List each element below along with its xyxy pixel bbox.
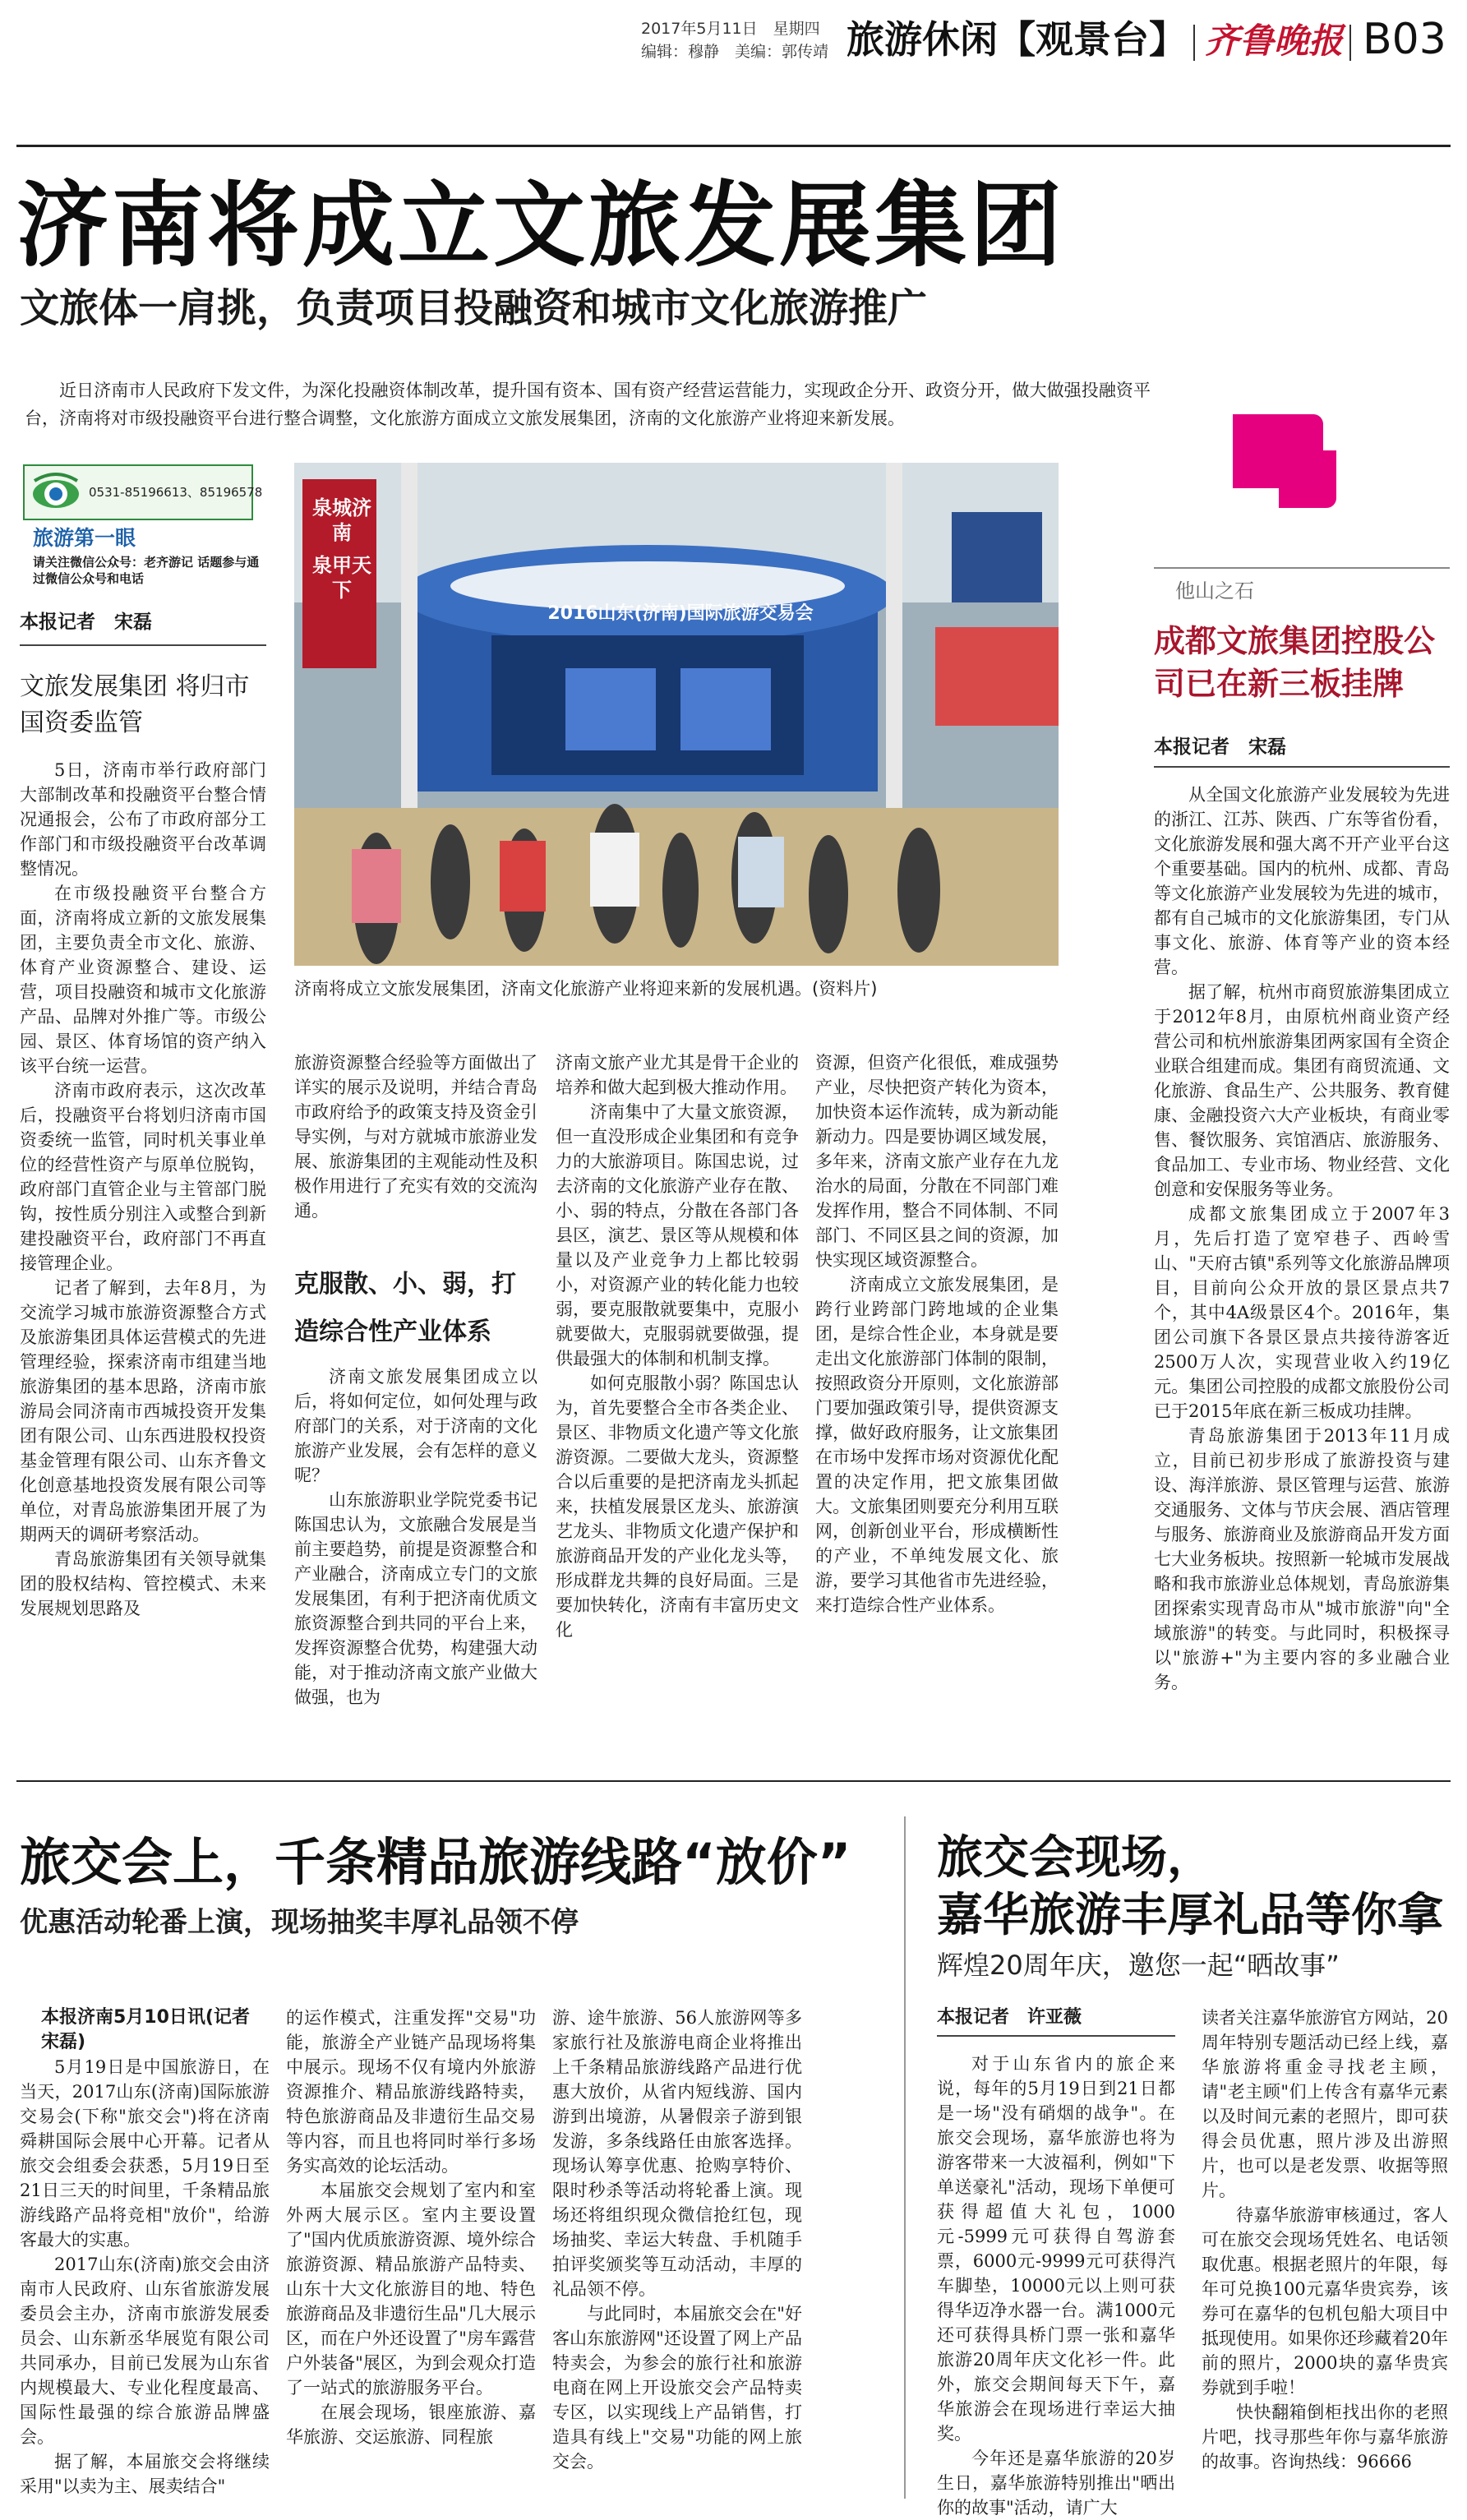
- story1-sub2: 克服散、小、弱，打造综合性产业体系: [294, 1270, 516, 1346]
- paragraph: 读者关注嘉华旅游官方网站，20周年特别专题活动已经上线，嘉华旅游将重金寻找老主顾，请"老主顾"们上传含有嘉华元素以及时间元素的老照片，即可获得会员优惠，照片涉及出游照片，也可以是老发票、收据等照片。: [1202, 2008, 1448, 2200]
- paragraph: 对于山东省内的旅企来说，每年的5月19日到21日都是一场"没有硝烟的战争"。在旅交会现场，嘉华旅游也将为游客带来一大波福利，例如"下单送豪礼"活动，现场下单便可获得超值大礼包，1000元-5999元可获得自驾游套票，6000元-9999元可获得汽车脚垫，10000元以上则可获得华迈净水器一台。满1000元还可获得具桥门票一张和嘉华旅游20周年庆文化衫一件。此外，旅交会期间每天下午，嘉华旅游会在现场进行幸运大抽奖。: [937, 2054, 1175, 2444]
- story3-headline1: 旅交会现场，: [937, 1831, 1213, 1885]
- paragraph: 在展会现场，银座旅游、嘉华旅游、交运旅游、同程旅: [286, 2402, 536, 2447]
- paragraph: 济南市政府表示，这次改革后，投融资平台将划归济南市国资委统一监管，同时机关事业单位的经营性资产与原单位脱钩，政府部门直管企业与主管部门脱钩，按性质分别注入或整合到新建投融资平台，政府部门不再直接管理企业。: [20, 1081, 266, 1273]
- paragraph: 本届旅交会规划了室内和室外两大展示区。室内主要设置了"国内优质旅游资源、境外综合旅游资源、精品旅游产品特卖、山东十大文化旅游目的地、特色旅游商品及非遗衍生品"几大展示区，而在户外还设置了"房车露营户外装备"展区，为到会观众打造了一站式的旅游服务平台。: [286, 2181, 536, 2398]
- story2-col3: [552, 2005, 802, 2499]
- story2-col1: [20, 2055, 270, 2499]
- sidebar-label: 他山之石: [1175, 579, 1254, 602]
- paragraph: 济南文旅发展集团成立以后，将如何定位，如何处理与政府部门的关系，对于济南的文化旅游产业发展，会有怎样的意义呢？: [294, 1367, 537, 1485]
- sidebar-body: [1154, 782, 1450, 1736]
- paragraph: 从全国文化旅游产业发展较为先进的浙江、江苏、陕西、广东等省份看，文化旅游发展和强大离不开产业平台这个重要基础。国内的杭州、成都、青岛等文化旅游产业发展较为先进的城市，都有自己城市的文化旅游集团，专门从事文化、旅游、体育等产业的资本经营。: [1154, 785, 1450, 977]
- story1-col2b: [294, 1364, 537, 1734]
- story3-col2: [1202, 2005, 1448, 2499]
- brand-phone: 0531-85196613、85196578: [89, 485, 263, 500]
- story3-subhead: 辉煌20周年庆，邀您一起“晒故事”: [937, 1950, 1340, 1981]
- paragraph: 成都文旅集团成立于2007年3月，先后打造了宽窄巷子、西岭雪山、"天府古镇"系列等文化旅游品牌项目，目前向公众开放的景区景点共7个，其中4A级景区4个。2016年，集团公司旗下各景区景点共接待游客近2500万人次，实现营业收入约19亿元。集团公司控股的成都文旅股份公司已于2015年底在新三板成功挂牌。: [1154, 1204, 1450, 1421]
- paper-logo: 齐鲁晚报: [1205, 21, 1344, 61]
- paragraph: 记者了解到，去年8月，为交流学习城市旅游资源整合方式及旅游集团具体运营模式的先进管理经验，探索济南市组建当地旅游集团的基本思路，济南市旅游局会同济南市西城投资开发集团有限公司、山东西进股权投资基金管理有限公司、山东齐鲁文化创意基地投资发展有限公司等单位，对青岛旅游集团开展了为期两天的调研考察活动。: [20, 1278, 266, 1544]
- paragraph: 山东旅游职业学院党委书记陈国忠认为，文旅融合发展是当前主要趋势，前提是资源整合和产业融合，济南成立专门的文旅发展集团，有利于把济南优质文旅资源整合到共同的平台上来，发挥资源整合优势，构建强大动能，对于推动济南文旅产业做大做强，也为: [294, 1490, 537, 1707]
- paragraph: 的运作模式，注重发挥"交易"功能，旅游全产业链产品现场将集中展示。现场不仅有境内外旅游资源推介、精品旅游线路特卖，特色旅游商品及非遗衍生品交易等内容，而且也将同时举行多场务实高效的论坛活动。: [286, 2008, 536, 2176]
- paragraph: 5月19日是中国旅游日，在当天，2017山东(济南)国际旅游交易会(下称"旅交会")将在济南舜耕国际会展中心开幕。记者从旅交会组委会获悉，5月19日至21日三天的时间里，千条精品旅游线路产品将竞相"放价"，给游客最大的实惠。: [20, 2057, 270, 2250]
- story1-lead: 近日济南市人民政府下发文件，为深化投融资体制改革，提升国有资本、国有资产经营运营能力，实现政企分开、政资分开，做大做强投融资平台，济南将对市级投融资平台进行整合调整，文化旅游方面成立文旅发展集团，济南的文化旅游产业将迎来新发展。: [25, 381, 1151, 428]
- header-editor: 编辑：穆静 美编：郭传靖: [641, 43, 829, 61]
- paragraph: 济南集中了大量文旅资源，但一直没形成企业集团和有竞争力的大旅游项目。陈国忠说，过去济南的文化旅游产业存在散、小、弱的特点，分散在各部门各县区，演艺、景区等从规模和体量以及产业竞争力上都比较弱小，对资源产业的转化能力也较弱，要克服散就要集中，克服小就要做大，克服弱就要做强，提供最强大的体制和机制支撑。: [556, 1102, 799, 1368]
- paragraph: 济南文旅产业尤其是骨干企业的培养和做大起到极大推动作用。: [556, 1053, 799, 1097]
- column-divider: [904, 1816, 906, 2499]
- paragraph: 游、途牛旅游、56人旅游网等多家旅行社及旅游电商企业将推出上千条精品旅游线路产品进行优惠大放价，从省内短线游、国内游到出境游，从暑假亲子游到银发游，多条线路任由旅客选择。现场认筹享优惠、抢购享特价、限时秒杀等活动将轮番上演。现场还将组织现众微信抢红包，现场抽奖、幸运大转盘、手机随手拍评奖颁奖等互动活动，丰厚的礼品领不停。: [552, 2008, 802, 2299]
- story2-headline: 旅交会上，千条精品旅游线路“放价”: [20, 1832, 851, 1892]
- photo-sign: 泉甲天下: [312, 554, 371, 602]
- sidebar-byline: 本报记者 宋磊: [1154, 736, 1286, 758]
- story1-col3: [556, 1050, 799, 1734]
- section-title: 旅游休闲【观景台】: [847, 17, 1187, 62]
- paragraph: 如何克服散小弱？陈国忠认为，首先要整合全市各类企业、景区、非物质文化遗产等文化旅游资源。二要做大龙头，资源整合以后重要的是把济南龙头抓起来，扶植发展景区龙头、旅游演艺龙头、非物质文化遗产保护和旅游商品开发的产业化龙头等，形成群龙共舞的良好局面。三是要加快转化，济南有丰富历史文化: [556, 1373, 799, 1640]
- sidebar-rule: [1154, 567, 1450, 569]
- magenta-block-front: [1233, 414, 1323, 488]
- brand-note: 请关注微信公众号：老齐游记 话题参与通过微信公众号和电话: [33, 555, 260, 586]
- paragraph: 待嘉华旅游审核通过，客人可在旅交会现场凭姓名、电话领取优惠。根据老照片的年限，每年可兑换100元嘉华贵宾券，该券可在嘉华的包机包船大项目中抵现使用。如果你还珍藏着20年前的照片，2000块的嘉华贵宾券就到手啦！: [1202, 2205, 1448, 2398]
- paragraph: 青岛旅游集团有关领导就集团的股权结构、管控模式、未来发展规划思路及: [20, 1549, 266, 1618]
- byline-rule: [20, 644, 266, 646]
- story1-sub1: 文旅发展集团 将归市国资委监管: [20, 672, 250, 737]
- photo-caption: 济南将成立文旅发展集团，济南文化旅游产业将迎来新的发展机遇。(资料片): [294, 979, 878, 999]
- paragraph: 资源，但资产化很低，难成强势产业，尽快把资产转化为资本，加快资本运作流转，成为新动能新动力。四是要协调区域发展，多年来，济南文旅产业存在九龙治水的局面，分散在不同部门难发挥作用，整合不同体制、不同部门、不同区县之间的资源，加快实现区域资源整合。: [815, 1053, 1059, 1270]
- photo-banner: 2016山东(济南)国际旅游交易会: [547, 603, 814, 624]
- story1-col4: [815, 1050, 1059, 1734]
- paragraph: 据了解，本届旅交会将继续采用"以卖为主、展卖结合": [20, 2452, 270, 2496]
- story3-byline: 本报记者 许亚薇: [937, 2007, 1082, 2028]
- paragraph: 与此同时，本届旅交会在"好客山东旅游网"还设置了网上产品特卖会，为参会的旅行社和旅游电商在网上开设旅交会产品特卖专区，以实现线上产品销售，打造具有线上"交易"功能的网上旅交会。: [552, 2304, 802, 2472]
- page-number: B03: [1363, 15, 1446, 64]
- header-divider: [1349, 25, 1351, 61]
- byline-rule: [937, 2035, 1175, 2037]
- paragraph: 在市级投融资平台整合方面，济南将成立新的文旅发展集团，主要负责全市文化、旅游、体育产业资源整合、建设、运营，项目投融资和城市文化旅游产品、品牌对外推广等。市级公园、景区、体育场馆的资产纳入该平台统一运营。: [20, 884, 266, 1076]
- section-rule: [16, 1780, 1451, 1782]
- sidebar-headline: 成都文旅集团控股公司已在新三板挂牌: [1154, 623, 1436, 702]
- story1-col2a: [294, 1050, 537, 1239]
- expo-photo: [294, 463, 1059, 966]
- paragraph: 青岛旅游集团于2013年11月成立，目前已初步形成了旅游投资与建设、海洋旅游、景区管理与运营、旅游交通服务、文体与节庆会展、酒店管理与服务、旅游商业及旅游商品开发方面七大业务板块。按照新一轮城市发展战略和我市旅游业总体规划，青岛旅游集团探索实现青岛市从"城市旅游"向"全域旅游"的转变。与此同时，积极探寻以"旅游+"为主要内容的多业融合业务。: [1154, 1426, 1450, 1692]
- header-divider: [1193, 25, 1195, 61]
- paragraph: 5日，济南市举行政府部门大部制改革和投融资平台整合情况通报会，公布了市政府部分工作部门和市级投融资平台改革调整情况。: [20, 760, 266, 879]
- eye-logo-icon: [30, 469, 82, 517]
- story1-subhead: 文旅体一肩挑，负责项目投融资和城市文化旅游推广: [20, 285, 928, 331]
- paragraph: 2017山东(济南)旅交会由济南市人民政府、山东省旅游发展委员会主办，济南市旅游发展委员会、山东新丞华展览有限公司共同承办，目前已发展为山东省内规模最大、专业化程度最高、国际性最强的综合旅游品牌盛会。: [20, 2255, 270, 2447]
- paragraph: 据了解，杭州市商贸旅游集团成立于2012年8月，由原杭州商业资产经营公司和杭州旅游集团两家国有全资企业联合组建而成。集团有商贸流通、文化旅游、食品生产、公共服务、教育健康、金融投资六大产业板块，有商业零售、餐饮服务、宾馆酒店、旅游服务、食品加工、专业市场、物业经营、文化创意和安保服务等业务。: [1154, 982, 1450, 1199]
- story2-col2: [286, 2005, 536, 2499]
- header-rule: [16, 145, 1451, 147]
- story3-headline2: 嘉华旅游丰厚礼品等你拿: [937, 1889, 1443, 1942]
- story2-subhead: 优惠活动轮番上演，现场抽奖丰厚礼品领不停: [20, 1906, 579, 1939]
- brand-name: 旅游第一眼: [33, 526, 136, 550]
- story1-headline: 济南将成立文旅发展集团: [16, 173, 1065, 279]
- story1-col1: [20, 758, 266, 1734]
- story2-dateline: 本报济南5月10日讯(记者 宋磊): [41, 2007, 250, 2052]
- story1-byline: 本报记者 宋磊: [20, 612, 152, 633]
- story3-col1: [937, 2052, 1175, 2518]
- paragraph: 快快翻箱倒柜找出你的老照片吧，找寻那些年你与嘉华旅游的故事。咨询热线：96666: [1202, 2402, 1448, 2472]
- paragraph: 今年还是嘉华旅游的20岁生日，嘉华旅游特别推出"晒出你的故事"活动，请广大: [937, 2448, 1175, 2518]
- brand-box: [23, 464, 263, 520]
- header-date: 2017年5月11日 星期四: [641, 20, 820, 38]
- paragraph: 旅游资源整合经验等方面做出了详实的展示及说明，并结合青岛市政府给予的政策支持及资金引导实例，与对方就城市旅游业发展、旅游集团的主观能动性及积极作用进行了充实有效的交流沟通。: [294, 1053, 537, 1221]
- photo-sign: 泉城济南: [312, 496, 371, 544]
- paragraph: 济南成立文旅发展集团，是跨行业跨部门跨地域的企业集团，是综合性企业，本身就是要走出文化旅游部门体制的限制，按照政资分开原则，文化旅游部门要加强政策引导，提供资源支撑，做好政府服务，让文旅集团在市场中发挥市场对资源优化配置的决定作用，把文旅集团做大。文旅集团则要充分利用互联网，创新创业平台，形成横断性的产业，不单纯发展文化、旅游，要学习其他省市先进经验，来打造综合性产业体系。: [815, 1275, 1059, 1615]
- byline-rule: [1154, 766, 1450, 768]
